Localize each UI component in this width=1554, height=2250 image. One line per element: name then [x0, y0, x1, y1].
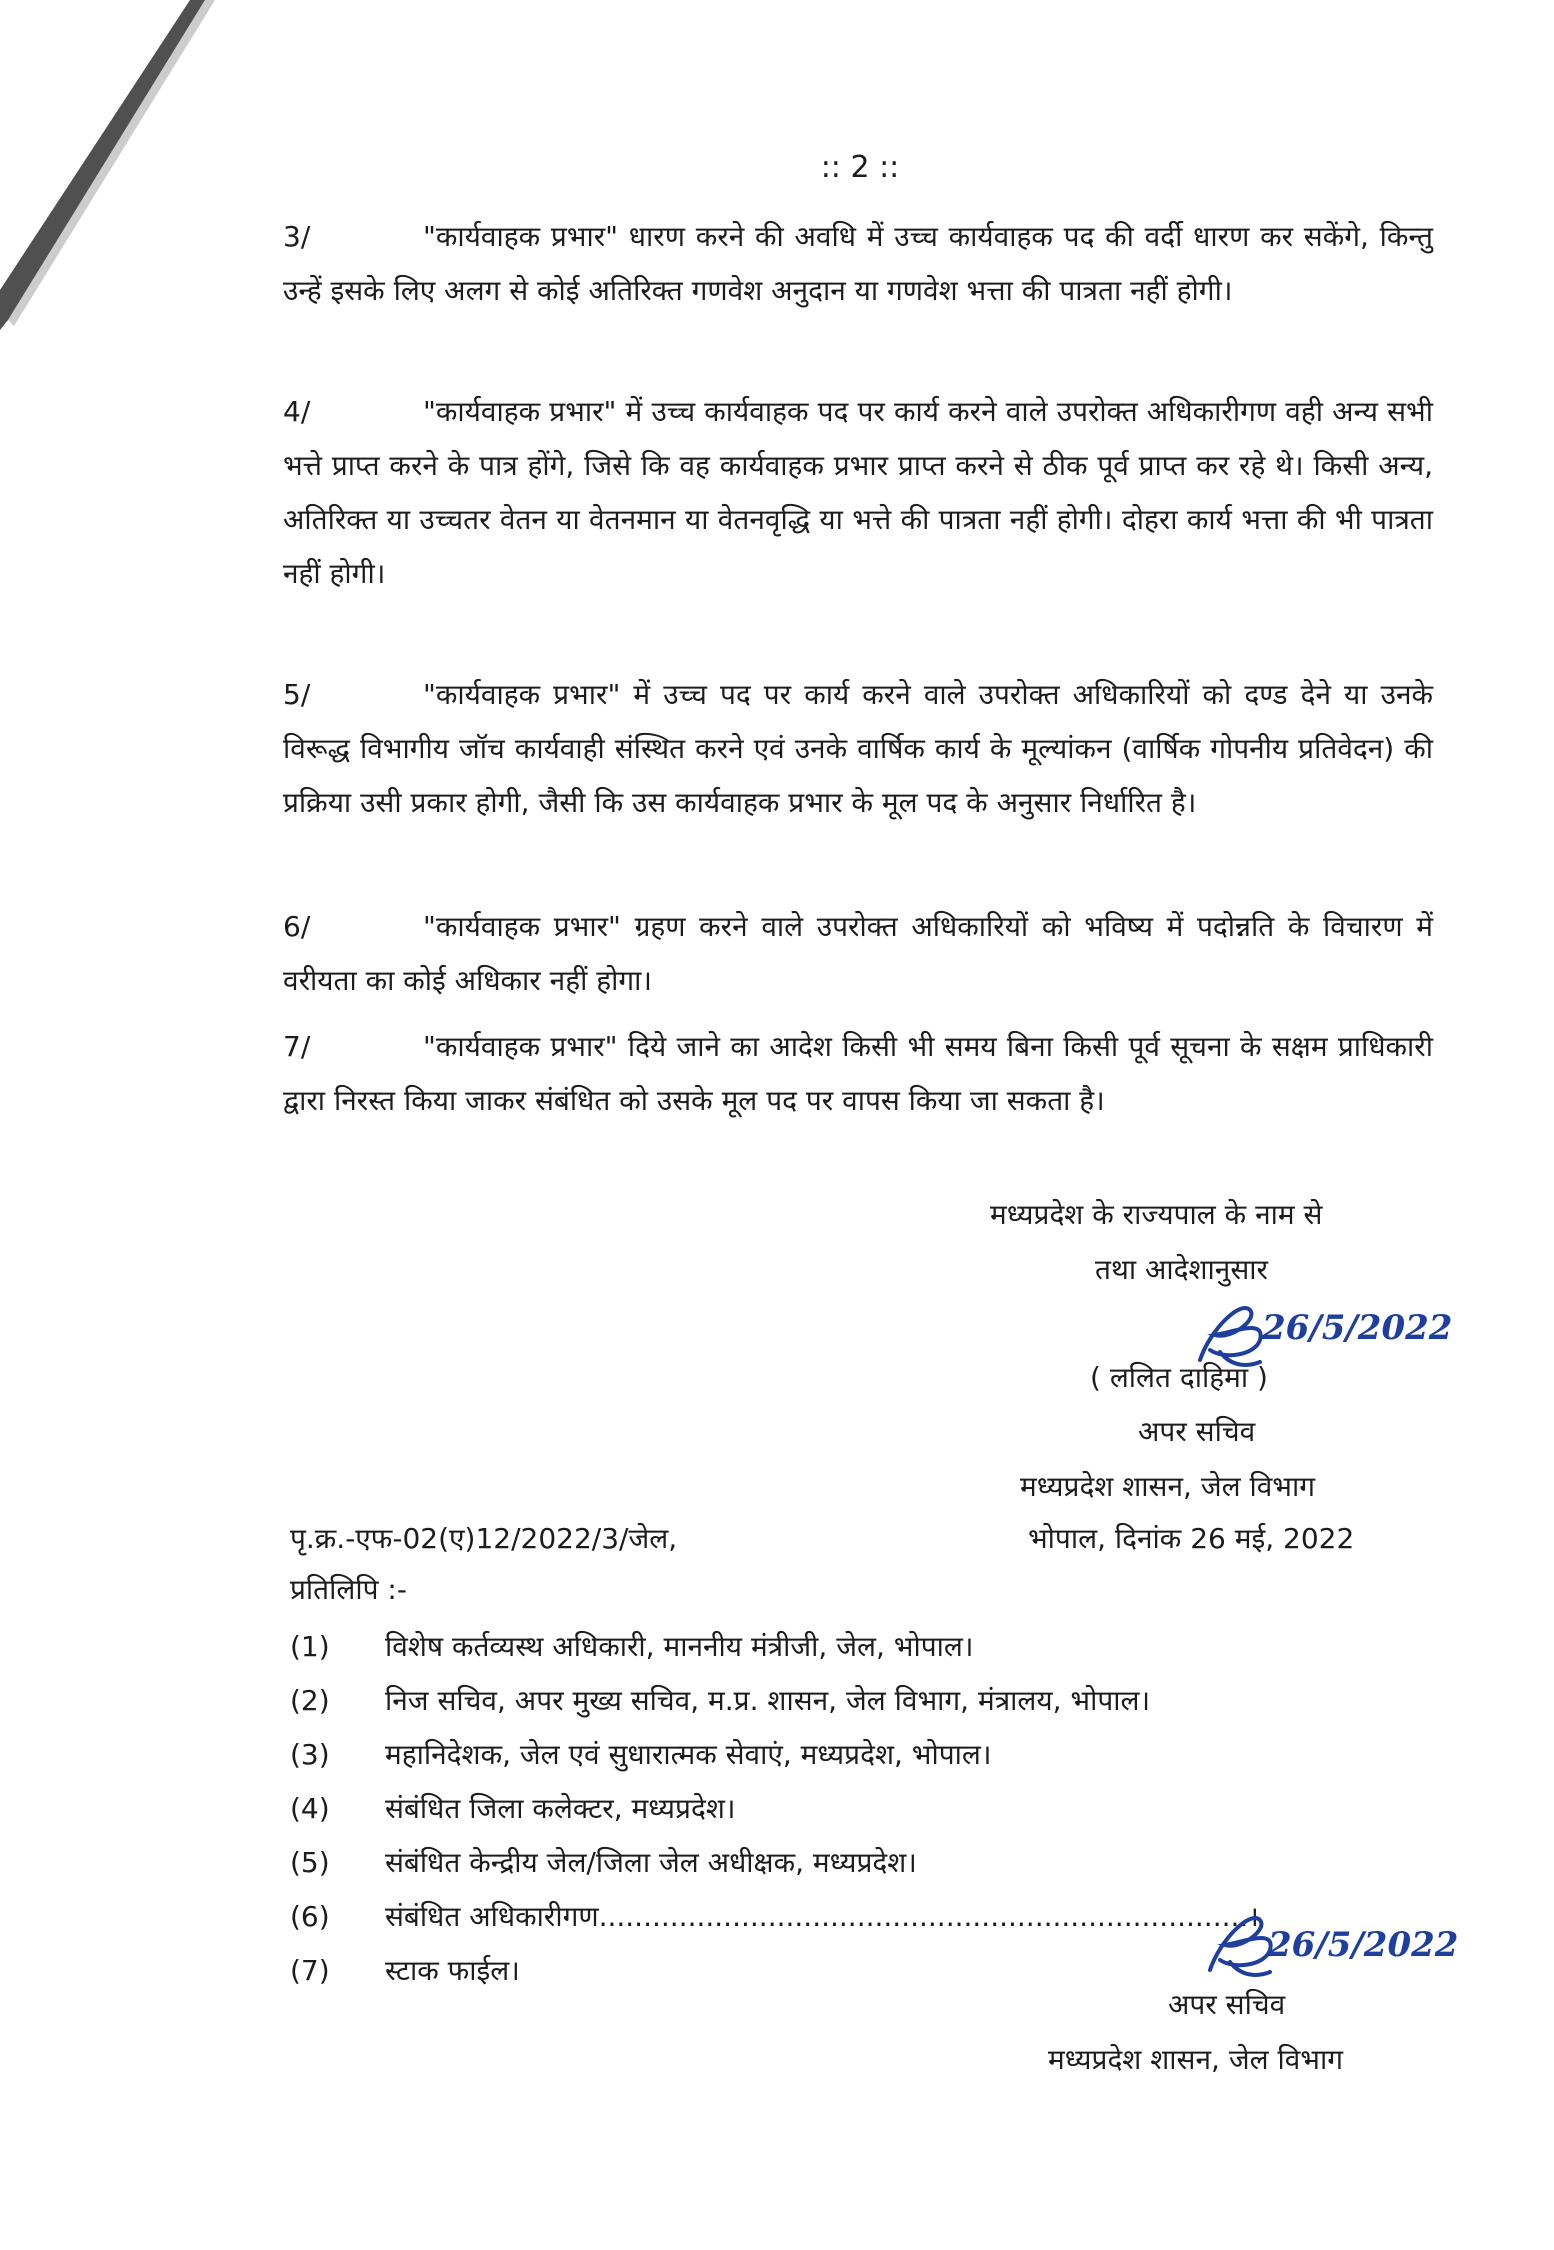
list-item-text: महानिदेशक, जेल एवं सुधारात्मक सेवाएं, मध्यप्रदेश, भोपाल।	[385, 1738, 992, 1771]
paragraph-number: 3/	[283, 220, 311, 253]
paragraph-text: "कार्यवाहक प्रभार" दिये जाने का आदेश किसी भी समय बिना किसी पूर्व सूचना के सक्षम प्राधिकारी द्वारा निरस्त किया जाकर संबंधित को उसके मूल पद पर वापस किया जा सकता है।	[283, 1030, 1433, 1117]
list-item-text: स्टाक फाईल।	[385, 1954, 520, 1987]
order-line-governor: मध्यप्रदेश के राज्यपाल के नाम से	[990, 1198, 1323, 1231]
list-item-text: निज सचिव, अपर मुख्य सचिव, म.प्र. शासन, जेल विभाग, मंत्रालय, भोपाल।	[385, 1684, 1151, 1717]
signature-date-bottom: 26/5/2022	[1268, 1925, 1459, 1965]
list-item-text: संबंधित केन्द्रीय जेल/जिला जेल अधीक्षक, मध्यप्रदेश।	[385, 1846, 917, 1879]
paragraph-4	[283, 385, 1433, 601]
paragraph-6	[283, 900, 1433, 1008]
list-item-number: (5)	[290, 1846, 330, 1879]
list-item-number: (7)	[290, 1954, 330, 1987]
reference-number: पृ.क्र.-एफ-02(ए)12/2022/3/जेल,	[290, 1522, 678, 1555]
signature-date: 26/5/2022	[1262, 1308, 1453, 1348]
list-item-number: (4)	[290, 1792, 330, 1825]
paragraph-number: 4/	[283, 395, 311, 428]
list-item-text: विशेष कर्तव्यस्थ अधिकारी, माननीय मंत्रीजी, जेल, भोपाल।	[385, 1630, 974, 1663]
list-item	[290, 1674, 1390, 1728]
paragraph-text: "कार्यवाहक प्रभार" ग्रहण करने वाले उपरोक्त अधिकारियों को भविष्य में पदोन्नति के विचारण में वरीयता का कोई अधिकार नहीं होगा।	[283, 910, 1433, 997]
paragraph-number: 7/	[283, 1030, 311, 1063]
list-item	[290, 1782, 1390, 1836]
order-line-by-order: तथा आदेशानुसार	[1095, 1253, 1268, 1286]
copy-heading: प्रतिलिपि :-	[290, 1573, 407, 1606]
list-item-text: संबंधित जिला कलेक्टर, मध्यप्रदेश।	[385, 1792, 736, 1825]
list-item	[290, 1836, 1390, 1890]
pen-stroke-mark	[0, 0, 220, 340]
paragraph-5	[283, 668, 1433, 830]
bottom-designation: अपर सचिव	[1168, 1988, 1286, 2021]
list-item-number: (2)	[290, 1684, 330, 1717]
signatory-designation: अपर सचिव	[1138, 1415, 1256, 1448]
paragraph-text: "कार्यवाहक प्रभार" में उच्च कार्यवाहक पद पर कार्य करने वाले उपरोक्त अधिकारीगण वही अन्य सभी भत्ते प्राप्त करने के पात्र होंगे, जिसे कि वह कार्यवाहक प्रभार प्राप्त करने से ठीक पूर्व प्राप्त कर रहे थे। किसी अन्य, अतिरिक्त या उच्चतर वेतन या वेतनमान या वेतनवृद्धि या भत्ते की पात्रता नहीं होगी। दोहरा कार्य भत्ता की भी पात्रता नहीं होगी।	[283, 395, 1433, 590]
list-item-number: (6)	[290, 1900, 330, 1933]
signatory-name: ( ललित दाहिमा )	[1090, 1361, 1268, 1394]
page-number: :: 2 ::	[820, 150, 900, 185]
paragraph-number: 6/	[283, 910, 311, 943]
paragraph-3	[283, 210, 1433, 318]
list-item	[290, 1728, 1390, 1782]
paragraph-number: 5/	[283, 678, 311, 711]
list-item-number: (1)	[290, 1630, 330, 1663]
bottom-department: मध्यप्रदेश शासन, जेल विभाग	[1048, 2043, 1343, 2076]
list-item-text: संबंधित अधिकारीगण.........................................................................।	[385, 1900, 1259, 1933]
paragraph-text: "कार्यवाहक प्रभार" में उच्च पद पर कार्य करने वाले उपरोक्त अधिकारियों को दण्ड देने या उनके विरूद्ध विभागीय जॉच कार्यवाही संस्थित करने एवं उनके वार्षिक कार्य के मूल्यांकन (वार्षिक गोपनीय प्रतिवेदन) की प्रक्रिया उसी प्रकार होगी, जैसी कि उस कार्यवाहक प्रभार के मूल पद के अनुसार निर्धारित है।	[283, 678, 1433, 819]
place-date: भोपाल, दिनांक 26 मई, 2022	[1028, 1522, 1355, 1555]
paragraph-text: "कार्यवाहक प्रभार" धारण करने की अवधि में उच्च कार्यवाहक पद की वर्दी धारण कर सकेंगे, किन्तु उन्हें इसके लिए अलग से कोई अतिरिक्त गणवेश अनुदान या गणवेश भत्ता की पात्रता नहीं होगी।	[283, 220, 1433, 307]
paragraph-7	[283, 1020, 1433, 1128]
list-item-number: (3)	[290, 1738, 330, 1771]
list-item	[290, 1620, 1390, 1674]
signatory-department: मध्यप्रदेश शासन, जेल विभाग	[1020, 1470, 1315, 1503]
